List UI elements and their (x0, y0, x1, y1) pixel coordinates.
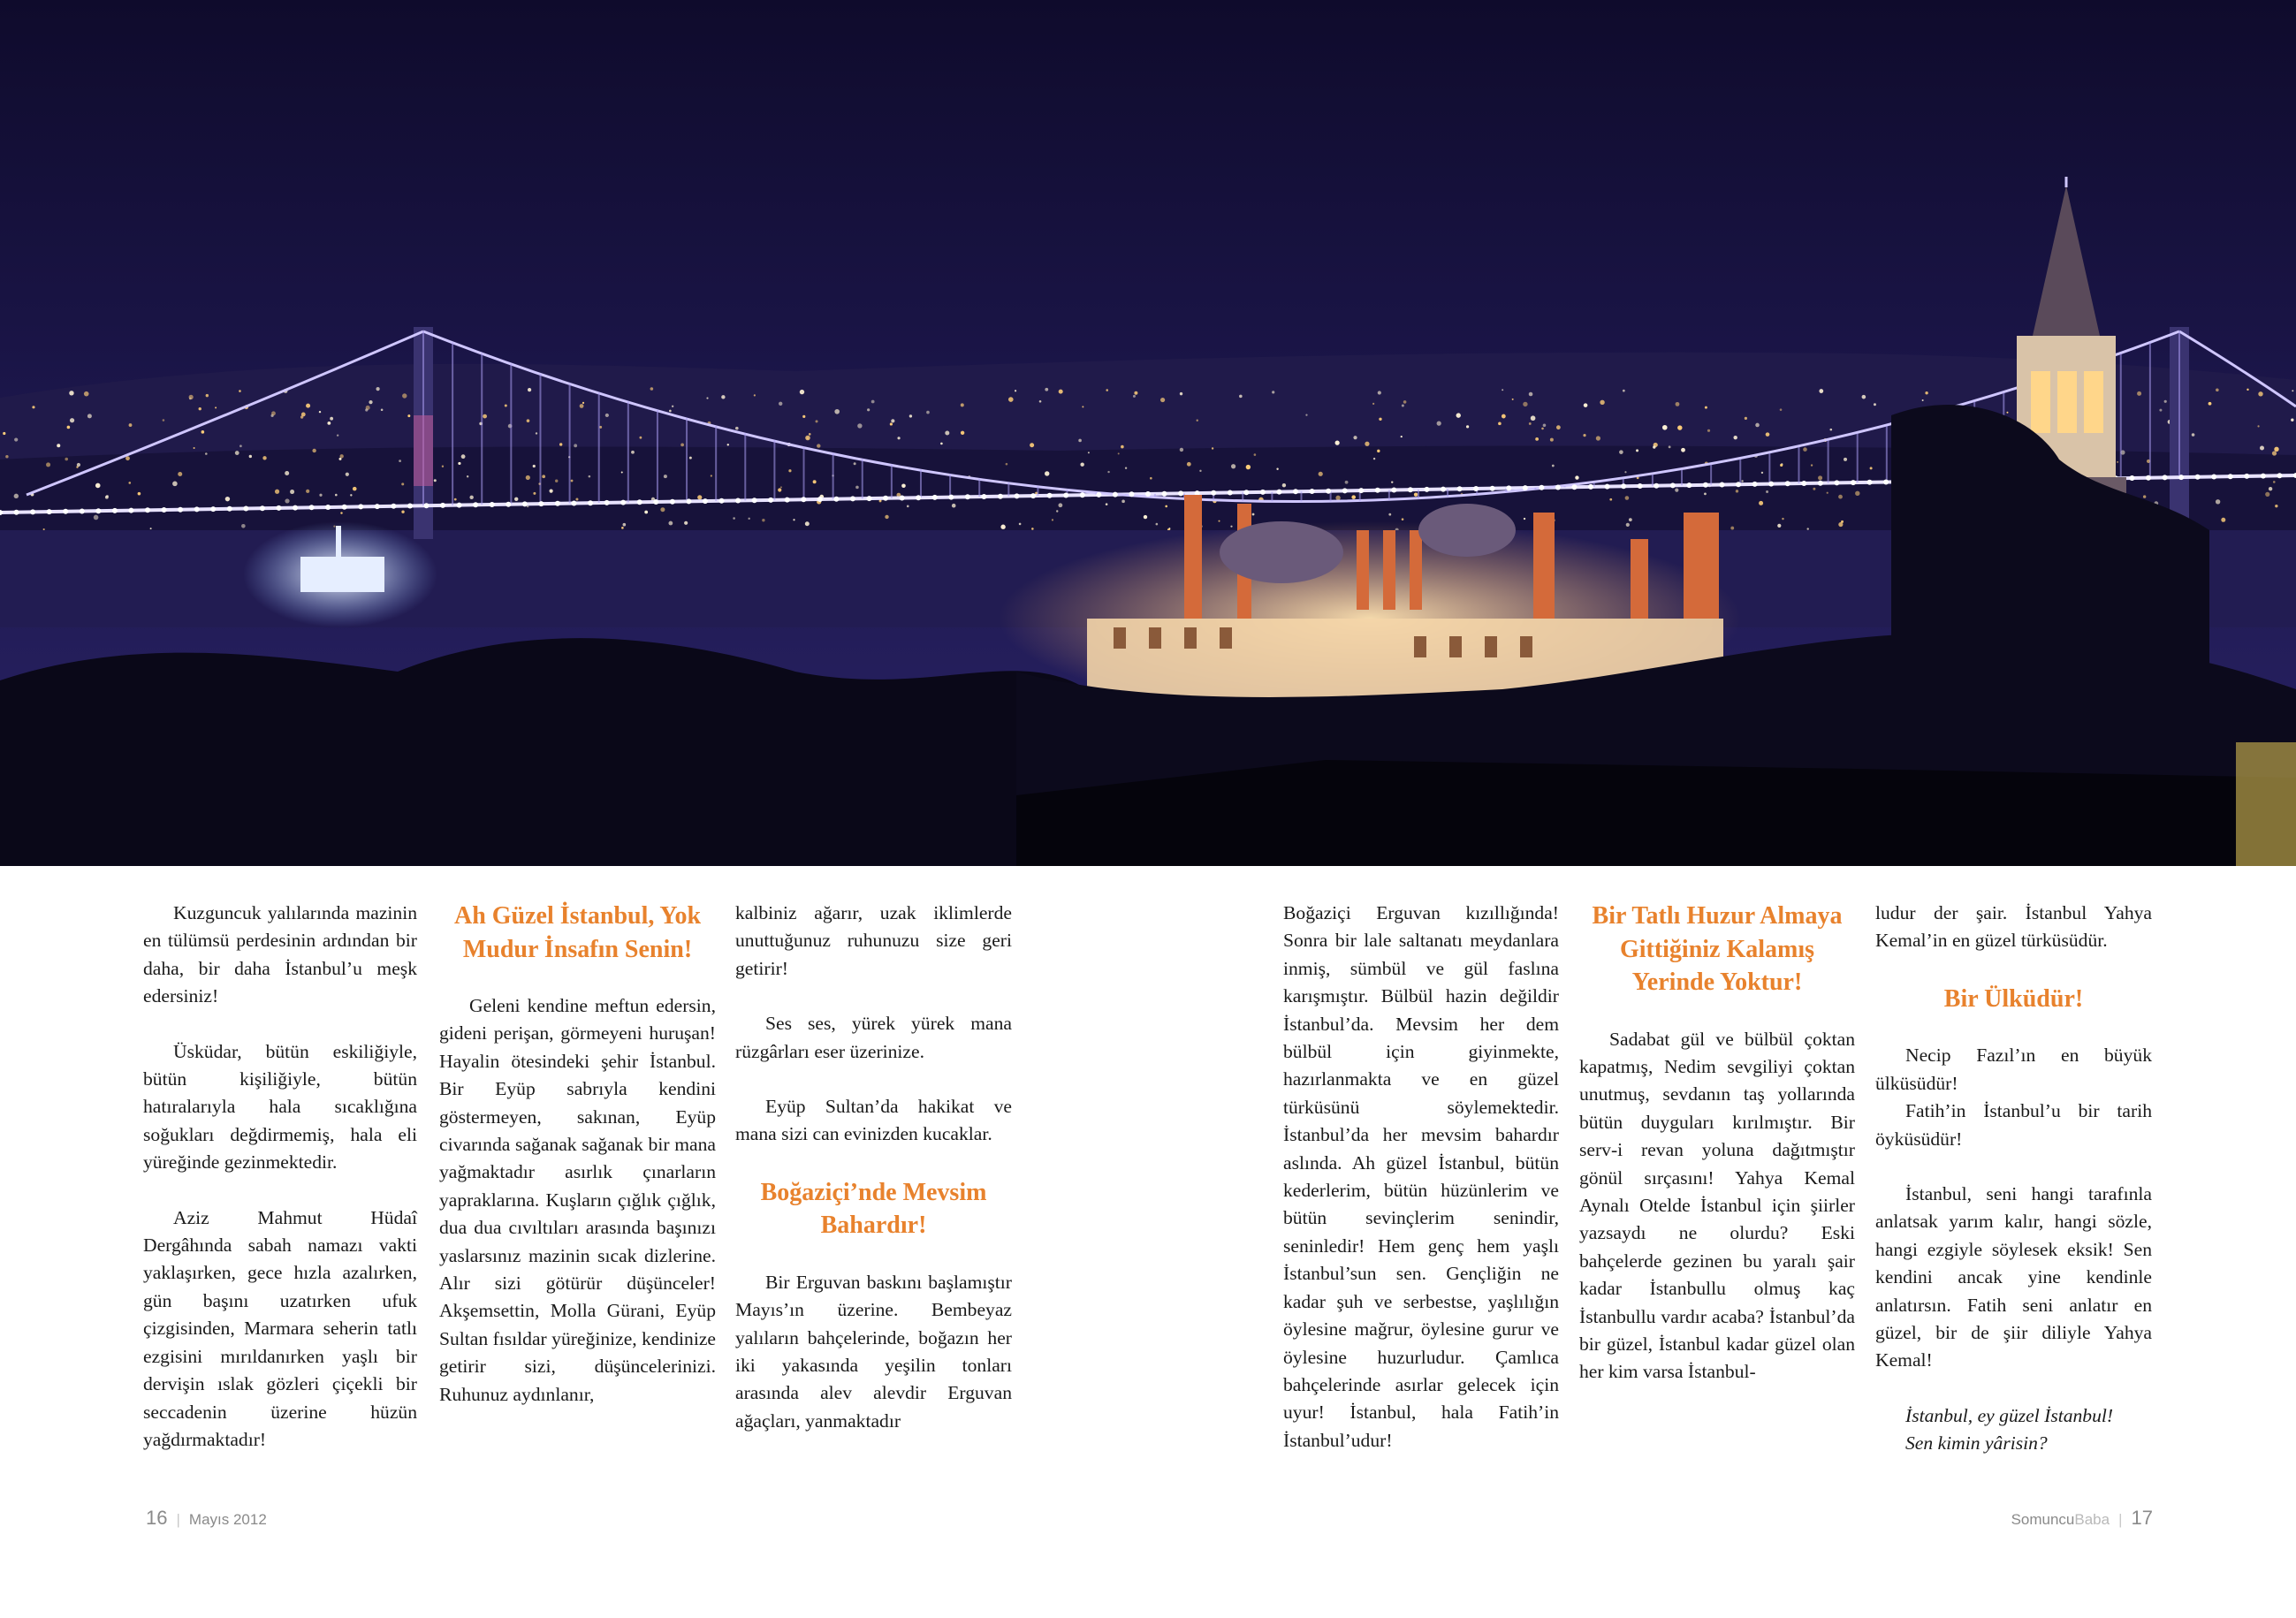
paragraph: Boğaziçi Erguvan kızıllığında! Sonra bir lale saltanatı meydanlara inmiş, sümbül ve gül faslına karışmıştır. Bülbül hazin değildir İstanbul’da. Mevsim her dem bülbül için giyinmekte, hazırlanmakta ve en güzel türküsünü söylemektedir. İstanbul’da her mevsim bahardır aslında. Ah güzel İstanbul, bütün kederlerim, bütün hüzünlerim ve bütün sevinçlerim senindir, seninledir! Hem genç hem yaşlı İstanbul’sun sen. Gençliğin ne kadar şuh ve serbestse, yaşlılığın öylesine mağrur, öylesine gurur ve öylesine huzurludur. Çamlıca bahçelerinde asırlar gelecek için uyur! İstanbul, hala Fatih’in İstanbul’udur! (1283, 902, 1559, 1451)
paragraph: ludur der şair. İstanbul Yahya Kemal’in en güzel türküsüdür. (1875, 902, 2152, 952)
brand-logo: SomuncuBaba (2011, 1511, 2110, 1528)
column-4 (1283, 900, 1559, 1482)
column-3 (735, 900, 1012, 1462)
paragraph: Bir Erguvan baskını başlamıştır Mayıs’ın üzerine. Bembeyaz yalıların bahçelerinde, boğazın her iki yakasında yeşilin tonları arasında alev alevdir Erguvan ağaçları, yanmaktadır (735, 1271, 1012, 1432)
paragraph: Sadabat gül ve bülbül çoktan kapatmış, Nedim sevgiliyi çoktan unutmuş, sevdanın taş yollarında bütün duyguları kırılmıştır. Bir serv-i revan yoluna dağıtmıştır gönül sırçasını! Yahya Kemal Aynalı Otelde İstanbul için şiirler yazsaydı ne olurdu? Eski bahçelerde gezinen bu yaralı şair kadar İstanbullu olmuş kaç İstanbullu vardır acaba? İstanbul’da bir güzel, İstanbul kadar güzel olan her kim varsa İstanbul- (1579, 1028, 1855, 1383)
section-heading: Ah Güzel İstanbul, Yok Mudur İnsafın Senin! (453, 902, 702, 963)
paragraph: Fatih’in İstanbul’u bir tarih öyküsüdür! (1875, 1100, 2152, 1150)
right-folio: SomuncuBaba | 17 (2011, 1507, 2153, 1529)
issue-date: Mayıs 2012 (188, 1511, 267, 1528)
paragraph: İstanbul, seni hangi tarafınla anlatsak yarım kalır, hangi sözle, hangi ezgiyle söylesek eksik! Sen kendini ancak yine kendinle anlatırsın. Fatih seni anlatır en güzel, bir de şiir diliyle Yahya Kemal! (1875, 1182, 2152, 1371)
paragraph: Necip Fazıl’ın en büyük ülküsüdür! (1875, 1044, 2152, 1094)
column-6 (1875, 900, 2152, 1458)
closing-line: Sen kimin yârisin? (1905, 1432, 2048, 1455)
section-heading: Bir Ülküdür! (1943, 984, 2084, 1013)
column-2 (439, 900, 716, 1436)
page-number: 16 (146, 1507, 168, 1529)
paragraph: kalbiniz ağarır, uzak iklimlerde unuttuğunuz ruhunuzu size geri getirir! (735, 902, 1012, 979)
paragraph: Kuzguncuk yalılarında mazinin en tülümsü perdesinin ardından bir daha, bir daha İstanbul’u meşk edersiniz! (143, 902, 417, 1007)
closing-line: İstanbul, ey güzel İstanbul! (1905, 1404, 2114, 1426)
paragraph: Aziz Mahmut Hüdaî Dergâhında sabah namazı vakti yaklaşırken, gece hızla azalırken, gün başını uzatırken ufuk çizgisinden, Marmara seherin tatlı ezgisini mırıldanırken yaşlı bir dervişin ıslak gözleri çiçekli bir seccadenin üzerine hüzün yağdırmaktadır! (143, 1206, 417, 1450)
column-1 (143, 900, 417, 1481)
page-number: 17 (2131, 1507, 2153, 1529)
paragraph: Üsküdar, bütün eskiliğiyle, bütün kişiliğiyle, bütün hatıralarıyla hala sıcaklığına soğukları değdirmemiş, hala eli yüreğinde gezinmektedir. (143, 1040, 417, 1174)
column-5 (1579, 900, 1855, 1414)
section-heading: Bir Tatlı Huzur Almaya Gittiğiniz Kalamış Yerinde Yoktur! (1592, 902, 1843, 996)
paragraph: Ses ses, yürek yürek mana rüzgârları eser üzerinize. (735, 1013, 1012, 1062)
paragraph: Geleni kendine meftun edersin, gideni perişan, görmeyeni huruşan! Hayalin ötesindeki şehir İstanbul. Bir Eyüp sabrıyla kendini göstermeyen, sakınan, Eyüp civarında sağanak sağanak bir mana yağmaktadır asırlık çınarların yapraklarına. Kuşların çığlık çığlık, dua dua cıvıltıları arasında başınızı yaslarsınız mazinin sıcak dizlerine. Alır sizi götürür düşünceler! Akşemsettin, Molla Gürani, Eyüp Sultan fısıldar yüreğinize, kendinize getirir sizi, düşüncelerinizi. Ruhunuz aydınlanır, (439, 995, 717, 1405)
paragraph: Eyüp Sultan’da hakikat ve mana sizi can evinizden kucaklar. (735, 1096, 1012, 1145)
section-heading: Boğaziçi’nde Mevsim Bahardır! (760, 1178, 987, 1240)
left-folio: 16 | Mayıs 2012 (146, 1507, 267, 1529)
